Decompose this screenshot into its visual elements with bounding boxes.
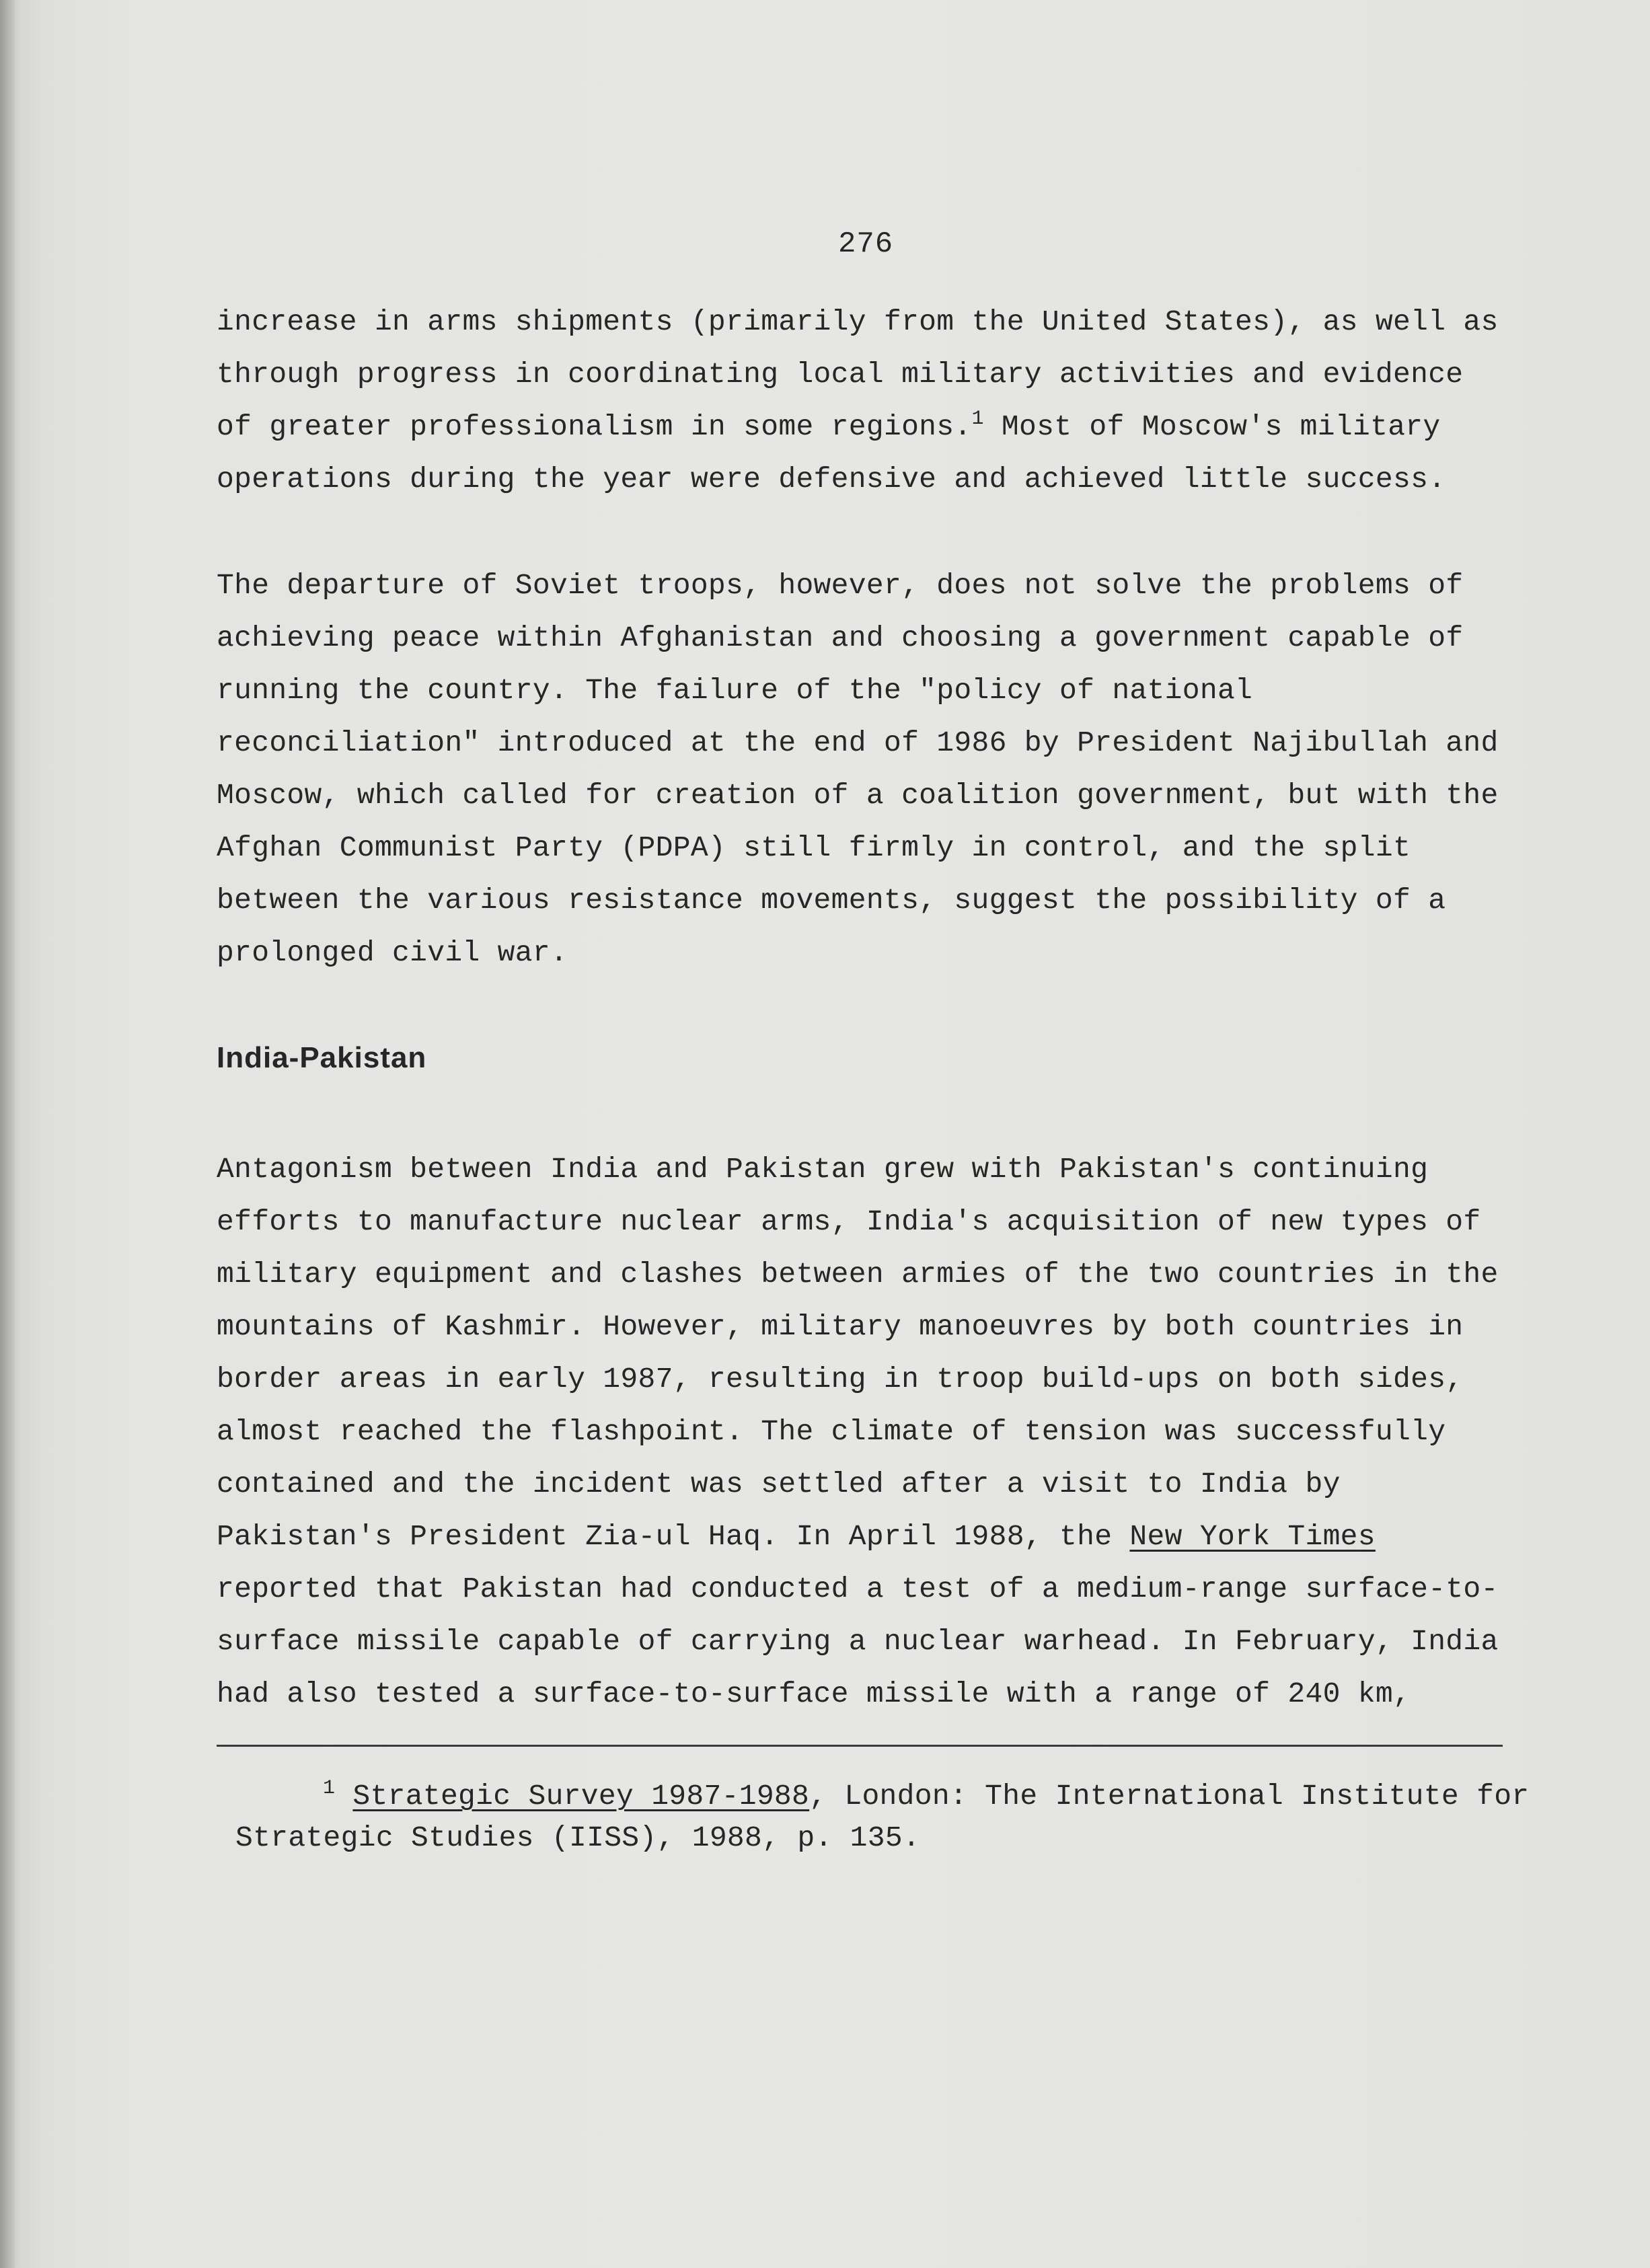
text-line: increase in arms shipments (primarily from the United States), as well as (217, 305, 1499, 338)
text-line: through progress in coordinating local military activities and evidence (217, 358, 1464, 391)
text-line: running the country. The failure of the "policy of national (217, 674, 1253, 707)
text-segment: of greater professionalism in some regions. (217, 410, 972, 443)
text-line: prolonged civil war. (217, 936, 568, 969)
page-number: 276 (838, 227, 894, 261)
publication-title: New York Times (1129, 1520, 1376, 1553)
text-line: almost reached the flashpoint. The climate of tension was successfully (217, 1415, 1446, 1448)
text-line: military equipment and clashes between armies of the two countries in the (217, 1258, 1499, 1291)
text-line (217, 1511, 1508, 1563)
footnote-text: , London: The International Institute for (809, 1780, 1530, 1813)
text-line: reported that Pakistan had conducted a test of a medium-range surface-to- (217, 1573, 1499, 1605)
section-heading: India-Pakistan (217, 1041, 427, 1074)
paragraph-2 (217, 560, 1508, 979)
text-segment: Most of Moscow's military (983, 410, 1441, 443)
footnote-marker (323, 1777, 336, 1813)
footnote-separator (217, 1745, 1503, 1747)
text-line: operations during the year were defensive and achieved little success. (217, 463, 1446, 496)
footnote-line (235, 1776, 1547, 1817)
text-line: The departure of Soviet troops, however, does not solve the problems of (217, 569, 1464, 602)
text-line: Afghan Communist Party (PDPA) still firmly in control, and the split (217, 831, 1411, 864)
binding-shadow (0, 0, 15, 2268)
text-line: had also tested a surface-to-surface missile with a range of 240 km, (217, 1677, 1411, 1710)
paragraph-1 (217, 296, 1508, 506)
footnote-source-title: Strategic Survey 1987-1988 (352, 1780, 810, 1813)
text-line: between the various resistance movements, suggest the possibility of a (217, 884, 1446, 917)
text-line: surface missile capable of carrying a nuclear warhead. In February, India (217, 1625, 1499, 1658)
text-line: achieving peace within Afghanistan and choosing a government capable of (217, 621, 1464, 654)
text-line: mountains of Kashmir. However, military manoeuvres by both countries in (217, 1310, 1464, 1343)
text-line: Moscow, which called for creation of a coalition government, but with the (217, 779, 1499, 812)
text-line: Antagonism between India and Pakistan grew with Pakistan's continuing (217, 1153, 1429, 1186)
footnote (235, 1776, 1547, 1859)
footnote-line: Strategic Studies (IISS), 1988, p. 135. (235, 1821, 921, 1854)
text-line: border areas in early 1987, resulting in troop build-ups on both sides, (217, 1363, 1464, 1396)
text-segment: Pakistan's President Zia-ul Haq. In April 1988, the (217, 1520, 1130, 1553)
text-line: efforts to manufacture nuclear arms, India's acquisition of new types of (217, 1205, 1481, 1238)
footnote-reference: 1 (971, 408, 984, 430)
text-line: contained and the incident was settled after a visit to India by (217, 1468, 1341, 1501)
paragraph-india-pakistan (217, 1143, 1508, 1721)
footnote-number: 1 (323, 1777, 336, 1800)
text-line (217, 401, 1508, 453)
text-line: reconciliation" introduced at the end of 1986 by President Najibullah and (217, 726, 1499, 759)
